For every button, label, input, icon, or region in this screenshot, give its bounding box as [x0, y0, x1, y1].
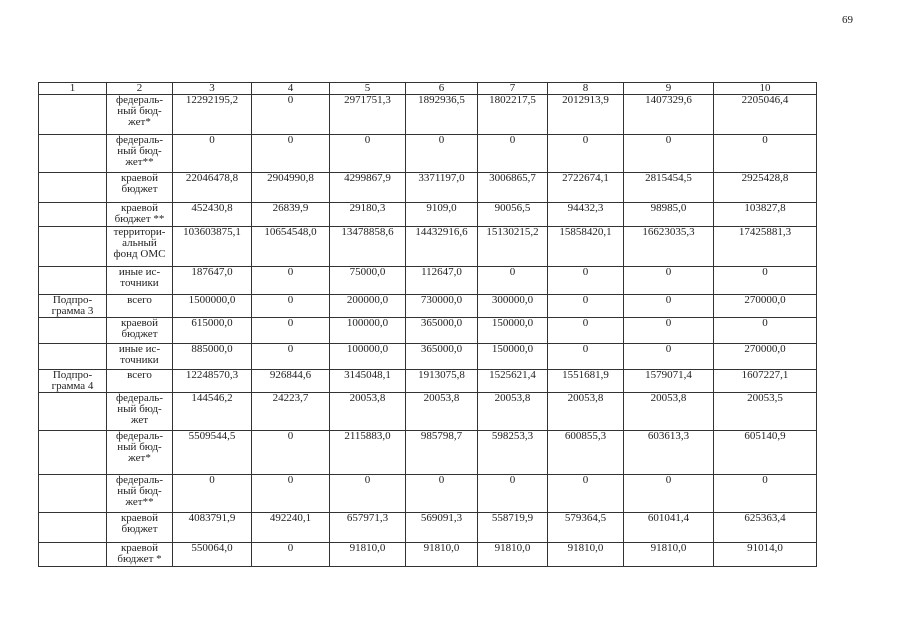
value-cell: 94432,3	[548, 203, 624, 227]
value-cell: 0	[478, 475, 548, 513]
value-cell: 16623035,3	[624, 227, 714, 267]
value-cell: 598253,3	[478, 431, 548, 475]
value-cell: 625363,4	[714, 513, 817, 543]
table-row	[39, 370, 817, 393]
column-header: 8	[548, 83, 624, 95]
table-row	[39, 267, 817, 295]
budget-table	[38, 82, 817, 567]
value-cell: 0	[624, 344, 714, 370]
value-cell: 3145048,1	[330, 370, 406, 393]
subprogram-cell	[39, 393, 107, 431]
funding-source-cell: территори-альный фонд ОМС	[107, 227, 173, 267]
subprogram-cell	[39, 318, 107, 344]
page-number: 69	[842, 14, 853, 26]
value-cell: 26839,9	[252, 203, 330, 227]
value-cell: 4299867,9	[330, 173, 406, 203]
value-cell: 150000,0	[478, 318, 548, 344]
value-cell: 150000,0	[478, 344, 548, 370]
value-cell: 2012913,9	[548, 95, 624, 135]
value-cell: 75000,0	[330, 267, 406, 295]
value-cell: 10654548,0	[252, 227, 330, 267]
value-cell: 144546,2	[173, 393, 252, 431]
column-header: 7	[478, 83, 548, 95]
value-cell: 12248570,3	[173, 370, 252, 393]
value-cell: 91810,0	[406, 543, 478, 567]
subprogram-cell	[39, 344, 107, 370]
table-row	[39, 295, 817, 318]
table-row	[39, 543, 817, 567]
value-cell: 730000,0	[406, 295, 478, 318]
column-header: 1	[39, 83, 107, 95]
funding-source-cell: федераль-ный бюд-жет	[107, 393, 173, 431]
value-cell: 100000,0	[330, 344, 406, 370]
value-cell: 0	[624, 267, 714, 295]
funding-source-cell: краевой бюджет *	[107, 543, 173, 567]
value-cell: 0	[252, 543, 330, 567]
value-cell: 0	[252, 344, 330, 370]
funding-source-cell: краевой бюджет **	[107, 203, 173, 227]
funding-source-cell: краевой бюджет	[107, 318, 173, 344]
value-cell: 569091,3	[406, 513, 478, 543]
value-cell: 605140,9	[714, 431, 817, 475]
value-cell: 2904990,8	[252, 173, 330, 203]
value-cell: 0	[624, 135, 714, 173]
funding-source-cell: федераль-ный бюд-жет*	[107, 95, 173, 135]
value-cell: 103827,8	[714, 203, 817, 227]
value-cell: 550064,0	[173, 543, 252, 567]
subprogram-cell	[39, 135, 107, 173]
funding-source-cell: федераль-ный бюд-жет*	[107, 431, 173, 475]
value-cell: 100000,0	[330, 318, 406, 344]
value-cell: 0	[173, 135, 252, 173]
value-cell: 0	[252, 135, 330, 173]
value-cell: 0	[548, 344, 624, 370]
subprogram-cell: Подпро-грамма 3	[39, 295, 107, 318]
value-cell: 0	[252, 318, 330, 344]
value-cell: 91810,0	[330, 543, 406, 567]
column-header: 3	[173, 83, 252, 95]
funding-source-cell: краевой бюджет	[107, 173, 173, 203]
value-cell: 1607227,1	[714, 370, 817, 393]
value-cell: 0	[714, 475, 817, 513]
value-cell: 24223,7	[252, 393, 330, 431]
value-cell: 1525621,4	[478, 370, 548, 393]
table-row	[39, 513, 817, 543]
value-cell: 0	[406, 135, 478, 173]
table-row	[39, 135, 817, 173]
value-cell: 1579071,4	[624, 370, 714, 393]
value-cell: 0	[624, 475, 714, 513]
value-cell: 0	[478, 135, 548, 173]
subprogram-cell	[39, 227, 107, 267]
value-cell: 2115883,0	[330, 431, 406, 475]
subprogram-cell	[39, 543, 107, 567]
value-cell: 0	[252, 475, 330, 513]
value-cell: 0	[252, 95, 330, 135]
column-header: 5	[330, 83, 406, 95]
value-cell: 91014,0	[714, 543, 817, 567]
value-cell: 270000,0	[714, 295, 817, 318]
value-cell: 0	[252, 295, 330, 318]
value-cell: 0	[714, 267, 817, 295]
value-cell: 3006865,7	[478, 173, 548, 203]
subprogram-cell	[39, 95, 107, 135]
table-row	[39, 393, 817, 431]
value-cell: 2205046,4	[714, 95, 817, 135]
value-cell: 0	[548, 135, 624, 173]
funding-source-cell: иные ис-точники	[107, 344, 173, 370]
value-cell: 615000,0	[173, 318, 252, 344]
value-cell: 579364,5	[548, 513, 624, 543]
value-cell: 0	[330, 135, 406, 173]
table-row	[39, 475, 817, 513]
value-cell: 187647,0	[173, 267, 252, 295]
value-cell: 0	[714, 135, 817, 173]
value-cell: 601041,4	[624, 513, 714, 543]
table-row	[39, 431, 817, 475]
funding-source-cell: всего	[107, 370, 173, 393]
value-cell: 20053,8	[548, 393, 624, 431]
value-cell: 0	[173, 475, 252, 513]
value-cell: 0	[548, 475, 624, 513]
value-cell: 20053,8	[406, 393, 478, 431]
value-cell: 0	[548, 267, 624, 295]
table-row	[39, 203, 817, 227]
table-row	[39, 318, 817, 344]
subprogram-cell	[39, 173, 107, 203]
value-cell: 0	[330, 475, 406, 513]
value-cell: 0	[252, 267, 330, 295]
value-cell: 20053,5	[714, 393, 817, 431]
value-cell: 13478858,6	[330, 227, 406, 267]
value-cell: 103603875,1	[173, 227, 252, 267]
column-header: 2	[107, 83, 173, 95]
value-cell: 2722674,1	[548, 173, 624, 203]
value-cell: 2925428,8	[714, 173, 817, 203]
value-cell: 270000,0	[714, 344, 817, 370]
value-cell: 112647,0	[406, 267, 478, 295]
value-cell: 365000,0	[406, 318, 478, 344]
value-cell: 1802217,5	[478, 95, 548, 135]
value-cell: 1913075,8	[406, 370, 478, 393]
value-cell: 452430,8	[173, 203, 252, 227]
value-cell: 0	[624, 318, 714, 344]
funding-source-cell: иные ис-точники	[107, 267, 173, 295]
value-cell: 0	[406, 475, 478, 513]
value-cell: 603613,3	[624, 431, 714, 475]
value-cell: 0	[478, 267, 548, 295]
table-row	[39, 227, 817, 267]
value-cell: 492240,1	[252, 513, 330, 543]
value-cell: 17425881,3	[714, 227, 817, 267]
value-cell: 600855,3	[548, 431, 624, 475]
column-header: 4	[252, 83, 330, 95]
value-cell: 300000,0	[478, 295, 548, 318]
value-cell: 1551681,9	[548, 370, 624, 393]
value-cell: 1500000,0	[173, 295, 252, 318]
value-cell: 1892936,5	[406, 95, 478, 135]
value-cell: 657971,3	[330, 513, 406, 543]
column-header: 9	[624, 83, 714, 95]
column-header: 6	[406, 83, 478, 95]
column-number-row	[39, 83, 817, 95]
value-cell: 2971751,3	[330, 95, 406, 135]
value-cell: 0	[714, 318, 817, 344]
subprogram-cell	[39, 431, 107, 475]
subprogram-cell: Подпро-грамма 4	[39, 370, 107, 393]
value-cell: 98985,0	[624, 203, 714, 227]
table-row	[39, 344, 817, 370]
value-cell: 20053,8	[330, 393, 406, 431]
value-cell: 0	[252, 431, 330, 475]
value-cell: 558719,9	[478, 513, 548, 543]
funding-source-cell: краевой бюджет	[107, 513, 173, 543]
value-cell: 14432916,6	[406, 227, 478, 267]
value-cell: 365000,0	[406, 344, 478, 370]
table-row	[39, 95, 817, 135]
funding-source-cell: федераль-ный бюд-жет**	[107, 475, 173, 513]
value-cell: 985798,7	[406, 431, 478, 475]
value-cell: 4083791,9	[173, 513, 252, 543]
value-cell: 1407329,6	[624, 95, 714, 135]
value-cell: 0	[548, 318, 624, 344]
value-cell: 3371197,0	[406, 173, 478, 203]
value-cell: 12292195,2	[173, 95, 252, 135]
value-cell: 9109,0	[406, 203, 478, 227]
value-cell: 22046478,8	[173, 173, 252, 203]
value-cell: 5509544,5	[173, 431, 252, 475]
table-row	[39, 173, 817, 203]
value-cell: 29180,3	[330, 203, 406, 227]
subprogram-cell	[39, 203, 107, 227]
funding-source-cell: всего	[107, 295, 173, 318]
value-cell: 885000,0	[173, 344, 252, 370]
value-cell: 0	[624, 295, 714, 318]
value-cell: 926844,6	[252, 370, 330, 393]
value-cell: 20053,8	[624, 393, 714, 431]
subprogram-cell	[39, 475, 107, 513]
funding-source-cell: федераль-ный бюд-жет**	[107, 135, 173, 173]
value-cell: 15858420,1	[548, 227, 624, 267]
value-cell: 15130215,2	[478, 227, 548, 267]
value-cell: 20053,8	[478, 393, 548, 431]
subprogram-cell	[39, 267, 107, 295]
value-cell: 91810,0	[548, 543, 624, 567]
value-cell: 91810,0	[624, 543, 714, 567]
column-header: 10	[714, 83, 817, 95]
value-cell: 90056,5	[478, 203, 548, 227]
subprogram-cell	[39, 513, 107, 543]
value-cell: 91810,0	[478, 543, 548, 567]
value-cell: 200000,0	[330, 295, 406, 318]
value-cell: 0	[548, 295, 624, 318]
value-cell: 2815454,5	[624, 173, 714, 203]
